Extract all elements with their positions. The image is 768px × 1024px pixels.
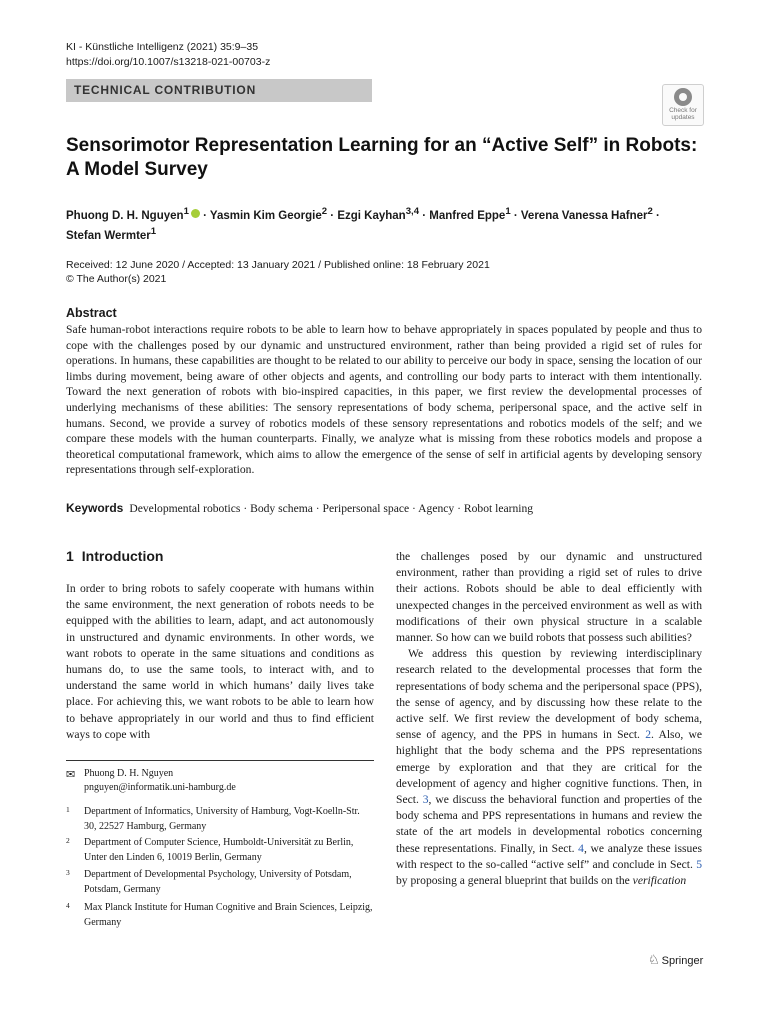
history-dates: Received: 12 June 2020 / Accepted: 13 January 2021 / Published online: 18 February 2021 xyxy=(66,259,490,271)
paragraph-text: We address this question by reviewing interdisciplinary research related to the developmental processes that form the representations of body schema and the peripersonal space (PPS), the sense of agency, and by discussing how these relate to the active self. We first review the development of body schema, sense of agency, and the PPS in humans in Sect. xyxy=(396,647,702,742)
keywords xyxy=(66,500,702,517)
affiliation-text: Department of Computer Science, Humboldt-Universität zu Berlin, Unter den Linden 6, 10019 Berlin, Germany xyxy=(84,837,354,863)
intro-paragraph-left: In order to bring robots to safely cooperate with humans within the same environment, the next generation of robots needs to be equipped with the abilities to learn, adapt, and act autonomously in unstructured and dynamic environments. In other words, we want robots to operate in the same situations and conditions as humans do, to use the same tools, to interact with, and to understand the same world in which humans’ daily lives take place. For achieving this, we want robots to be able to learn how to behave appropriately in our world and thus to find efficient ways to cope with xyxy=(66,582,374,741)
journal-header xyxy=(66,40,270,70)
keywords-list: Developmental robotics · Body schema · Peripersonal space · Agency · Robot learning xyxy=(129,502,534,515)
paragraph-text: . Also, we highlight that the body schema and the PPS representations emerge by exploration and that they are critical for the development of agency and higher cognitive functions. Then, in Sect. xyxy=(396,728,703,807)
paragraph-italic: verification xyxy=(632,874,687,888)
author-affil-sup: 2 xyxy=(647,206,653,217)
affiliation-text: Department of Developmental Psychology, University of Potsdam, Potsdam, Germany xyxy=(84,869,352,895)
author-affil-sup: 2 xyxy=(321,206,328,217)
author-name[interactable]: Stefan Wermter xyxy=(66,229,151,242)
author-name[interactable]: Verena Vanessa Hafner xyxy=(520,209,648,222)
affiliation-number: 3 xyxy=(66,868,70,877)
publisher-name: Springer xyxy=(661,955,704,967)
intro-paragraph-2 xyxy=(396,646,702,889)
affiliation-number: 2 xyxy=(66,836,70,845)
author-name[interactable]: Yasmin Kim Georgie xyxy=(209,209,322,222)
affiliation-number: 4 xyxy=(66,901,70,910)
article-category-bar xyxy=(66,79,372,102)
author-separator: · xyxy=(327,209,338,222)
abstract-heading: Abstract xyxy=(66,306,117,320)
author-affil-sup: 3,4 xyxy=(405,206,420,217)
publisher-logo xyxy=(648,952,703,968)
title-line-2: A Model Survey xyxy=(66,159,208,180)
check-for-updates-label xyxy=(663,107,703,121)
section-number: 1 xyxy=(66,548,74,564)
footnote-divider xyxy=(66,760,374,761)
author-name[interactable]: Ezgi Kayhan xyxy=(337,209,406,222)
affiliation-text: Department of Informatics, University of Hamburg, Vogt-Koelln-Str. 30, 22527 Hamburg, Germany xyxy=(84,806,360,832)
author-name[interactable]: Manfred Eppe xyxy=(429,209,506,222)
author-separator: · xyxy=(419,209,430,222)
section-ref-link[interactable]: 4 xyxy=(578,841,584,855)
section-ref-link[interactable]: 5 xyxy=(696,857,702,871)
paragraph-text: , we analyze these issues with respect to the so-called “active self” and conclude in Sect. xyxy=(396,841,702,871)
check-updates-line2: updates xyxy=(671,114,695,121)
intro-column-right xyxy=(396,549,702,889)
abstract-text: Safe human-robot interactions require robots to be able to learn how to behave appropriately in spaces populated by people and thus to cope with the challenges posed by our dynamic and unstructured environment, rather than being provided a rigid set of rules for operations. In humans, these capabilities are thought to be related to our ability to perceive our body in space, sensing the location of our limbs during movement, being aware of other objects and agents, and controlling our body parts to interact with them intentionally. Toward the next generation of robots with bio-inspired capacities, in this paper, we first review the developmental processes of underlying mechanisms of these abilities: The sensory representations of body schema, peripersonal space, and the active self in humans. Second, we provide a survey of robotics models of these sensory representations and robotics models of the self; and we compare these models with the human counterparts. Finally, we analyze what is missing from these robotics models and propose a theoretical computational framework, which aims to allow the emergence of the sense of self in artificial agents by developing sensory representations through self-exploration. xyxy=(66,323,702,477)
affiliation-text: Max Planck Institute for Human Cognitive and Brain Sciences, Leipzig, Germany xyxy=(84,902,373,928)
envelope-icon: ✉ xyxy=(66,769,76,781)
crossmark-icon xyxy=(674,88,692,106)
publication-dates xyxy=(66,258,490,286)
author-affil-sup: 1 xyxy=(183,206,189,217)
section-ref-link[interactable]: 2 xyxy=(645,728,651,742)
title-line-1: Sensorimotor Representation Learning for an “Active Self” in Robots: xyxy=(66,135,698,156)
section-ref-link[interactable]: 3 xyxy=(422,793,429,807)
author-separator: · xyxy=(199,209,210,222)
corresponding-author-name: Phuong D. H. Nguyen xyxy=(84,768,174,779)
springer-horse-icon: ♘ xyxy=(648,952,660,967)
doi-link[interactable]: https://doi.org/10.1007/s13218-021-00703-z xyxy=(66,56,271,68)
orcid-icon[interactable] xyxy=(191,209,200,218)
author-name[interactable]: Phuong D. H. Nguyen xyxy=(66,209,184,222)
copyright: © The Author(s) 2021 xyxy=(66,273,167,285)
section-heading xyxy=(66,548,163,564)
journal-citation: KI - Künstliche Intelligenz (2021) 35:9–35 xyxy=(66,41,259,53)
affiliation-number: 1 xyxy=(66,805,70,814)
section-title: Introduction xyxy=(81,548,164,564)
author-separator: · xyxy=(510,209,521,222)
paper-title xyxy=(66,134,706,182)
author-affil-sup: 1 xyxy=(505,206,511,217)
check-updates-line1: Check for xyxy=(669,107,697,114)
paragraph-text: by proposing a general blueprint that builds on the xyxy=(396,874,633,888)
keywords-heading: Keywords xyxy=(66,501,124,515)
author-separator: · xyxy=(652,209,660,222)
intro-paragraph-continued: the challenges posed by our dynamic and unstructured environment, rather than providing a rigid set of rules to drive their actions. Robots should be able to deal efficiently with unexpected changes in the perceived environment as well as with modifications of their own physical structure in a scalable manner. So how can we build robots that possess such abilities? xyxy=(396,550,702,645)
corresponding-author-email[interactable]: pnguyen@informatik.uni-hamburg.de xyxy=(84,782,236,793)
author-list xyxy=(66,204,686,244)
article-category: TECHNICAL CONTRIBUTION xyxy=(74,83,257,97)
check-for-updates-badge[interactable] xyxy=(662,84,704,126)
corresponding-author xyxy=(84,767,374,795)
author-affil-sup: 1 xyxy=(150,225,157,237)
paragraph-text: , we discuss the behavioral function and properties of the body schema and PPS representations in humans and review the state of the art models in developmental robotics concerning these representations. Finally, in Sect. xyxy=(396,793,702,855)
